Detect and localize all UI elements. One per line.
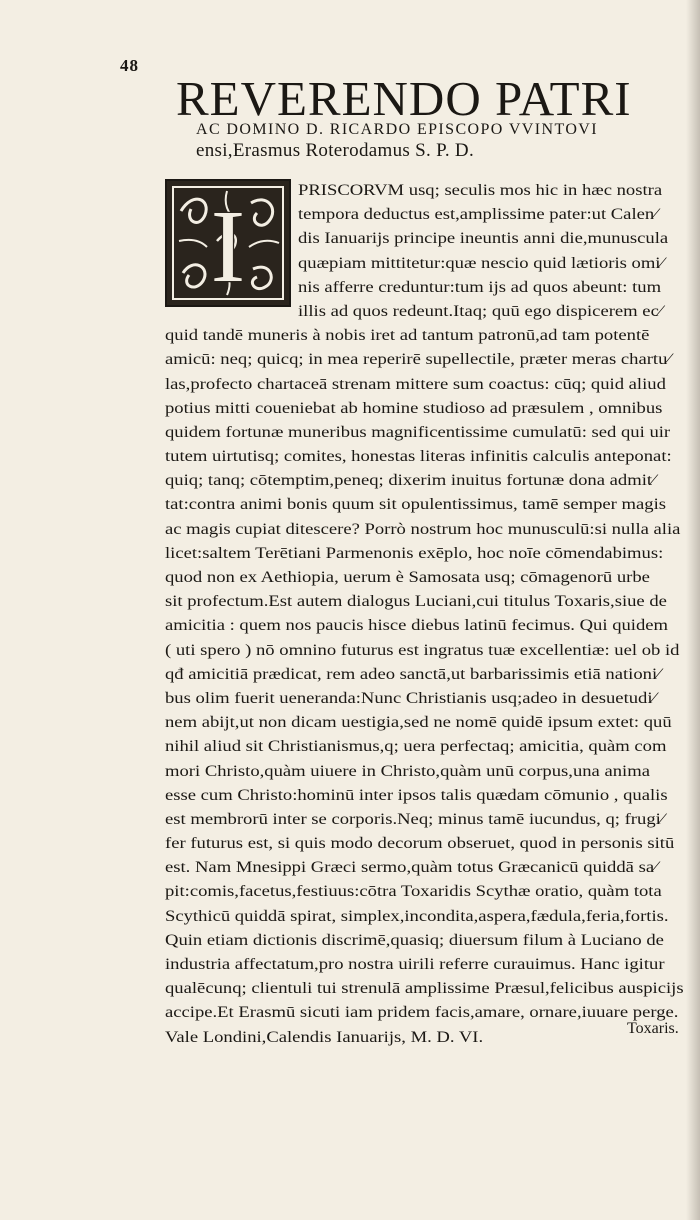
text-line: ac magis cupiat ditescere? Porrò nostrum hoc munusculū:si nulla alia [165, 519, 681, 538]
text-line: est membrorū inter se corporis.Neq; minus tamē iucundus, q; frugi⁄ [165, 809, 664, 828]
initial-glyph: I [210, 189, 246, 304]
text-line: quæpiam mittitetur:quæ nescio quid lætioris omi⁄ [298, 253, 664, 272]
text-line: pit:comis,facetus,festiuus:cōtra Toxaridis Scythæ oratio, quàm tota [165, 882, 662, 901]
text-line: mori Christo,quàm uiuere in Christo,quàm unū corpus,una anima [165, 761, 650, 780]
text-line: potius mitti coueniebat ab homine studioso ad præsulem , omnibus [165, 398, 663, 417]
text-line: fer futurus est, si quis modo decorum obseruet, quod in personis sitū [165, 834, 675, 853]
text-line: tat:contra animi bonis quum sit opulentissimus, tamē semper magis [165, 495, 667, 514]
text-line: quiq; tanq; cōtemptim,peneq; dixerim inuitus fortunæ dona admit⁄ [165, 471, 656, 490]
text-line: bus olim fuerit ueneranda:Nunc Christianis usq;adeo in desuetudi⁄ [165, 688, 656, 707]
text-line: tutem uirtutisq; comites, honestas literas infinitis calculis anteponat: [165, 447, 672, 466]
catchword: Toxaris. [627, 1020, 679, 1037]
text-line: las,profecto chartaceā strenam mittere sum coactus: cūq; quid aliud [165, 374, 666, 393]
text-line: nis afferre creduntur:tum ijs ad quos abeunt: tum [298, 277, 662, 296]
page-edge-shadow [686, 0, 700, 1220]
text-line: industria affectatum,pro nostra uirili referre curauimus. Hanc igitur [165, 955, 665, 973]
heading-line-1: REVERENDO PATRI [176, 71, 632, 126]
heading-line-3: ensi,Erasmus Roterodamus S. P. D. [196, 140, 475, 161]
text-line: amicitia : quem nos paucis hisce diebus latinū fecimus. Qui quidem [165, 616, 669, 635]
text-line: qualēcunq; clientuli tui strenulā amplissime Præsul,felicibus auspicijs [165, 979, 684, 998]
text-line: ( uti spero ) nō omnino futurus est ingratus tuæ excellentiæ: uel ob id [165, 640, 680, 659]
text-line: amicū: neq; quicq; in mea reperirē supellectile, præter meras chartu⁄ [165, 350, 671, 369]
text-line: accipe.Et Erasmū sicuti iam pridem facis,amare, ornare,iuuare perge. [165, 1003, 679, 1022]
text-line: Quin etiam dictionis discrimē,quasiq; diuersum filum à Luciano de [165, 930, 664, 949]
text-line: est. Nam Mnesippi Græci sermo,quàm totus Græcanicū quiddā sa⁄ [165, 858, 658, 877]
text-line: illis ad quos redeunt.Itaq; quū ego dispicerem ec⁄ [298, 301, 662, 320]
letter-body [165, 178, 687, 1049]
page-number: 48 [120, 56, 139, 75]
text-line: licet:saltem Terētiani Parmenonis exēplo, hoc noīe cōmendabimus: [165, 543, 664, 562]
text-line: quid tandē muneris à nobis iret ad tantum patronū,ad tam potentē [165, 326, 650, 345]
text-line: quod non ex Aethiopia, uerum è Samosata usq; cōmagenorū urbe [165, 568, 650, 586]
text-line: quidem fortunæ muneribus magnificentissime cumulatū: sed qui uir [165, 422, 671, 441]
text-line: nem abijt,ut non dicam uestigia,sed ne nomē quidē ipsum extet: quū [165, 713, 672, 732]
heading-line-2: AC DOMINO D. RICARDO EPISCOPO VVINTOVI [196, 121, 598, 138]
text-line: Scythicū quiddā spirat, simplex,incondita,aspera,fædula,feria,fortis. [165, 906, 669, 925]
text-line: tempora deductus est,amplissime pater:ut Calen⁄ [298, 205, 658, 224]
text-line: qđ amicitiā prædicat, rem adeo sanctā,ut barbarissimis etiā nationi⁄ [165, 664, 661, 683]
text-line: sit profectum.Est autem dialogus Luciani,cui titulus Toxaris,siue de [165, 592, 667, 611]
text-line: Vale Londini,Calendis Ianuarijs, M. D. VI. [165, 1027, 484, 1046]
text-line: nihil aliud sit Christianismus,q; uera perfectaq; amicitia, quàm com [165, 737, 667, 756]
text-line: PRISCORVM usq; seculis mos hic in hæc nostra [298, 181, 663, 199]
text-line: dis Ianuarijs principe ineuntis anni die,munuscula [298, 229, 669, 248]
text-line: esse cum Christo:hominū inter ipsos talis quædam cōmunio , qualis [165, 785, 668, 804]
